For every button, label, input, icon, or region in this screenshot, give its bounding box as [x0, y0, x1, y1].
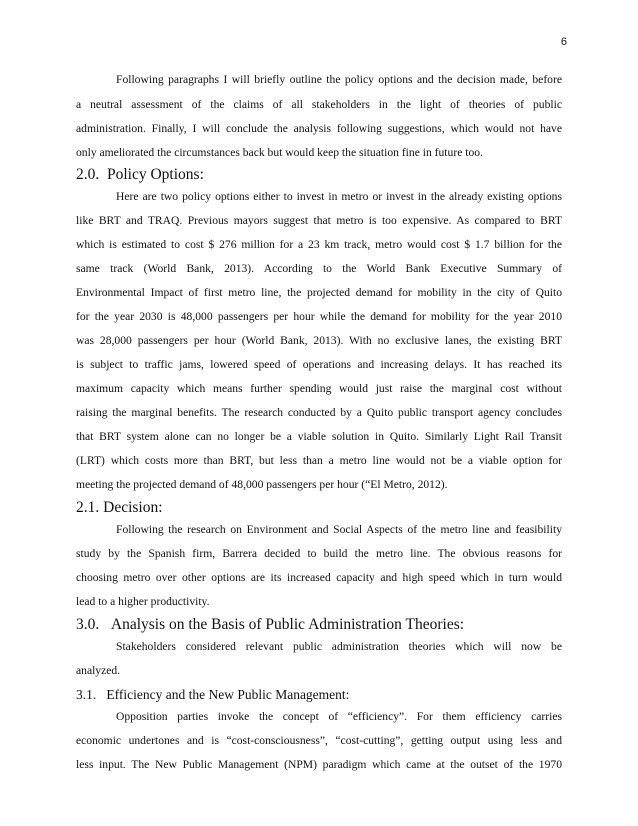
paragraph-line: Stakeholders considered relevant public administration theories which will now be [116, 640, 562, 653]
paragraph-line: study by the Spanish firm, Barrera decided to build the metro line. The obvious reasons for [76, 547, 562, 560]
paragraph-line: meeting the projected demand of 48,000 passengers per hour (“El Metro, 2012). [76, 478, 448, 491]
paragraph-line: (LRT) which costs more than BRT, but less than a metro line would not be a viable option for [76, 454, 562, 467]
paragraph-line: Here are two policy options either to invest in metro or invest in the already existing options [116, 190, 562, 203]
paragraph-line: analyzed. [76, 664, 121, 677]
paragraph-line: less input. The New Public Management (NPM) paradigm which came at the outset of the 1970 [76, 758, 562, 771]
paragraph-line: economic undertones and is “cost-consciousness”, “cost-cutting”, getting output using less and [76, 734, 562, 747]
paragraph-line: Following the research on Environment and Social Aspects of the metro line and feasibility [116, 523, 562, 536]
paragraph-line: for the year 2030 is 48,000 passengers per hour while the demand for mobility for the year 2010 [76, 310, 562, 323]
paragraph-line: Following paragraphs I will briefly outline the policy options and the decision made, before [116, 73, 562, 86]
section-heading-analysis: 3.0. Analysis on the Basis of Public Administration Theories: [76, 616, 465, 633]
page-number: 6 [560, 36, 567, 48]
paragraph-line: which is estimated to cost $ 276 million for a 23 km track, metro would cost $ 1.7 billion for the [76, 238, 562, 251]
section-heading-decision: 2.1. Decision: [76, 499, 163, 516]
paragraph-line: raising the marginal benefits. The research conducted by a Quito public transport agency concludes [76, 406, 562, 419]
paragraph-line: choosing metro over other options are its increased capacity and high speed which in turn would [76, 571, 562, 584]
paragraph-line: is subject to traffic jams, lowered speed of operations and increasing delays. It has reached its [76, 358, 562, 371]
paragraph-line: Environmental Impact of first metro line, the projected demand for mobility in the city of Quito [76, 286, 562, 299]
paragraph-line: maximum capacity which means further spending would just raise the marginal cost without [76, 382, 562, 395]
section-heading-policy-options: 2.0. Policy Options: [76, 166, 204, 183]
paragraph-line: same track (World Bank, 2013). According to the World Bank Executive Summary of [76, 262, 562, 275]
paragraph-line: only ameliorated the circumstances back but would keep the situation fine in future too. [76, 146, 483, 159]
paragraph-line: that BRT system alone can no longer be a viable solution in Quito. Similarly Light Rail Transit [76, 430, 562, 443]
paragraph-line: a neutral assessment of the claims of all stakeholders in the light of theories of public [76, 98, 562, 111]
paragraph-line: Opposition parties invoke the concept of “efficiency”. For them efficiency carries [116, 710, 562, 723]
paragraph-line: like BRT and TRAQ. Previous mayors suggest that metro is too expensive. As compared to BRT [76, 214, 562, 227]
paragraph-line: administration. Finally, I will conclude the analysis following suggestions, which would not have [76, 122, 562, 135]
subsection-heading-efficiency: 3.1. Efficiency and the New Public Management: [76, 687, 350, 702]
paragraph-line: lead to a higher productivity. [76, 595, 210, 608]
paragraph-line: was 28,000 passengers per hour (World Bank, 2013). With no exclusive lanes, the existing BRT [76, 334, 562, 347]
